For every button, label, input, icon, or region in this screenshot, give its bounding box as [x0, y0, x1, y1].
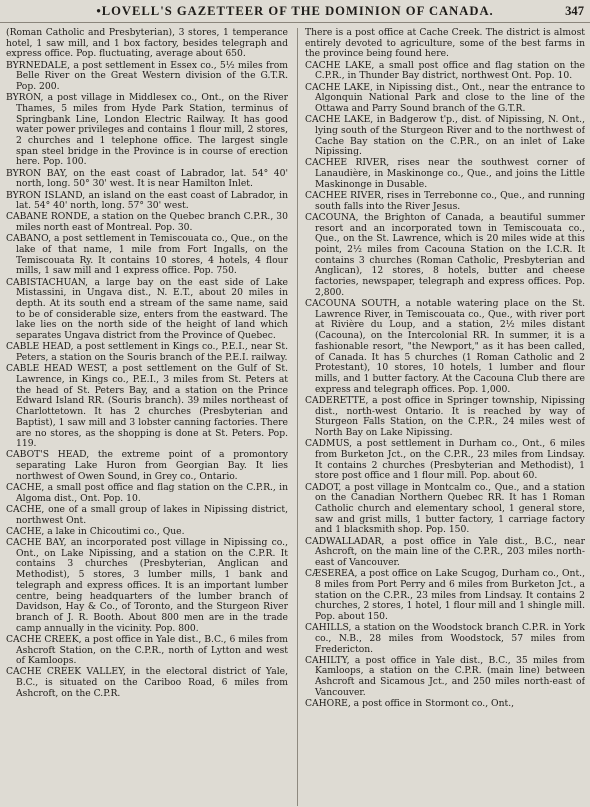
gazetteer-entry: CACHE CREEK VALLEY, in the electoral district of Yale, B.C., is situated on the Cariboo Road, 6 miles from Ashcroft, on the C.P.R.	[6, 666, 288, 699]
gazetteer-entry: CADWALLADAR, a post office in Yale dist., B.C., near Ashcroft, on the main line of the C.P.R., 203 miles north-east of Vancouver.	[305, 535, 585, 568]
gazetteer-entry: BYRNEDALE, a post settlement in Essex co., 5½ miles from Belle River on the Great Western division of the G.T.R. Pop. 200.	[6, 59, 288, 93]
gazetteer-entry: CACOUNA SOUTH, a notable watering place on the St. Lawrence River, in Temiscouata co., Que., with river port at Rivière du Loup, and a station, 2½ miles distant (Cacouna), on the Intercolonial RR. In summer, it is a fashionable resort, "the Newport," as it has been called, of Canada. It has 5 churches (1 Roman Catholic and 2 Protestant), 10 stores, 10 hotels, 1 lumber and flour mills, and 1 butter factory. At the Cacouna Club there are express and telegraph offices. Pop. 1,000.	[305, 298, 585, 395]
gazetteer-entry: CABANO, a post settlement in Temiscouata co., Que., on the lake of that name, 1 mile from Fort Ingalls, on the Temiscouata Ry. It contains 10 stores, 4 hotels, 4 flour mills, 1 saw mill and 1 express office. Pop. 750.	[6, 233, 288, 277]
gazetteer-entry: (Roman Catholic and Presbyterian), 3 stores, 1 temperance hotel, 1 saw mill, and 1 box factory, besides telegraph and express office. Pop. fluctuating, average about 650.	[6, 28, 288, 60]
gazetteer-entry: CACHE BAY, an incorporated post village in Nipissing co., Ont., on Lake Nipissing, and a station on the C.P.R. It contains 3 churches (Presbyterian, Anglican and Methodist), 5 stores, 3 lumber mills, 1 bank and telegraph and express offices. It is an important lumber centre, being headquarters of the lumber branch of Davidson, Hay & Co., of Toronto, and the Sturgeon River branch of J. R. Booth. About 800 men are in the trade camp annually in the vicinity. Pop. 800.	[6, 537, 288, 634]
gazetteer-entry: CACHEE RIVER, rises near the southwest corner of Lanaudière, in Maskinonge co., Que., and joins the Little Maskinonge in Dusable.	[305, 157, 585, 190]
gazetteer-entry: BYRON, a post village in Middlesex co., Ont., on the River Thames, 5 miles from Hyde Park Station, terminus of Springbank Line, London Electric Railway. It has good water power privileges and contains 1 flour mill, 2 stores, 2 churches and 1 telephone office. The largest single span steel bridge in the Province is in course of erection here. Pop. 100.	[6, 92, 288, 168]
gazetteer-entry: CABANE RONDE, a station on the Quebec branch C.P.R., 30 miles north east of Montreal. Pop. 30.	[6, 211, 288, 234]
gazetteer-entry: CAHILLS, a station on the Woodstock branch C.P.R. in York co., N.B., 28 miles from Woodstock, 57 miles from Fredericton.	[305, 622, 585, 655]
column-divider	[297, 28, 298, 806]
gazetteer-entry: CADMUS, a post settlement in Durham co., Ont., 6 miles from Burketon Jct., on the C.P.R., 23 miles from Lindsay. It contains 2 churches (Presbyterian and Methodist), 1 store post office and 1 flour mill. Pop. about 60.	[305, 438, 585, 482]
gazetteer-entry: CACHE, a small post office and flag station on the C.P.R., in Algoma dist., Ont. Pop. 10.	[6, 482, 288, 504]
gazetteer-entry: CACHE, a lake in Chicoutimi co., Que.	[6, 525, 185, 537]
gazetteer-entry: CACHE LAKE, a small post office and flag station on the C.P.R., in Thunder Bay district, northwest Ont. Pop. 10.	[305, 59, 585, 82]
gazetteer-entry: CABISTACHUAN, a large bay on the east side of Lake Mistassini, in Ungava dist., N. E.T., about 20 miles in depth. At its south end a stream of the same name, said to be of considerable size, enters from the eastward. The lake lies on the north side of the height of land which separates Ungava district from the Province of Quebec.	[6, 276, 288, 342]
gazetteer-entry: CÆSEREA, a post office on Lake Scugog, Durham co., Ont., 8 miles from Port Perry and 6 miles from Burketon Jct., a station on the C.P.R., 23 miles from Lindsay. It contains 2 churches, 2 stores, 1 hotel, 1 flour mill and 1 shingle mill. Pop. about 150.	[305, 568, 585, 622]
gazetteer-entry: CACHE CREEK, a post office in Yale dist., B.C., 6 miles from Ashcroft Station, on the C.P.R., north of Lytton and west of Kamloops.	[6, 633, 288, 667]
page-title: •LOVELL'S GAZETTEER OF THE DOMINION OF CANADA.	[96, 3, 494, 18]
page-header	[0, 0, 590, 23]
gazetteer-entry: CACOUNA, the Brighton of Canada, a beautiful summer resort and an incorporated town in Temiscouata co., Que., on the St. Lawrence, which is 20 miles wide at this point, 2½ miles from Cacouna Station on the I.C.R. It contains 3 churches (Roman Catholic, Presbyterian and Anglican), 12 stores, 8 hotels, butter and cheese factories, newspaper, telegraph and express offices. Pop. 2,800.	[305, 211, 585, 298]
right-column	[305, 28, 585, 807]
gazetteer-entry: CACHE LAKE, in Badgerow t'p., dist. of Nipissing, N. Ont., lying south of the Sturgeon River and to the northwest of Cache Bay station on the C.P.R., on an inlet of Lake Nipissing.	[305, 114, 585, 158]
gazetteer-entry: CABOT'S HEAD, the extreme point of a promontory separating Lake Huron from Georgian Bay. It lies northwest of Owen Sound, in Grey co., Ontario.	[6, 449, 288, 482]
gazetteer-entry: CACHEE RIVER, rises in Terrebonne co., Que., and running south falls into the River Jesus.	[305, 190, 585, 212]
page-number: 347	[565, 4, 584, 18]
gazetteer-entry: CAHILTY, a post office in Yale dist., B.C., 35 miles from Kamloops, a station on the C.P.R. (main line) between Ashcroft and Sicamous Jct., and 250 miles north-east of Vancouver.	[305, 654, 585, 698]
gazetteer-entry: CADERETTE, a post office in Springer township, Nipissing dist., north-west Ontario. It is reached by way of Sturgeon Falls Station, on the C.P.R., 24 miles west of North Bay on Lake Nipissing.	[305, 394, 585, 439]
gazetteer-entry: CACHE LAKE, in Nipissing dist., Ont., near the entrance to Algonquin National Park and close to the line of the Ottawa and Parry Sound branch of the G.T.R.	[305, 81, 585, 114]
gazetteer-entry: BYRON BAY, on the east coast of Labrador, lat. 54° 40' north, long. 50° 30' west. It is near Hamilton Inlet.	[6, 167, 288, 190]
gazetteer-entry: CADOT, a post village in Montcalm co., Que., and a station on the Canadian Northern Quebec RR. It has 1 Roman Catholic church and elementary school, 1 general store, saw and grist mills, 1 butter factory, 1 carriage factory and 1 blacksmith shop. Pop. 150.	[305, 481, 585, 536]
gazetteer-entry: BYRON ISLAND, an island on the east coast of Labrador, in lat. 54° 40' north, long. 57° 30' west.	[6, 189, 288, 212]
gazetteer-entry: CABLE HEAD, a post settlement in Kings co., P.E.I., near St. Peters, a station on the Souris branch of the P.E.I. railway.	[6, 341, 288, 364]
gazetteer-entry: CAHORE, a post office in Stormont co., Ont.,	[305, 698, 515, 710]
gazetteer-entry: There is a post office at Cache Creek. The district is almost entirely devoted to agriculture, some of the best farms in the province being found here.	[305, 28, 585, 60]
gazetteer-entry: CABLE HEAD WEST, a post settlement on the Gulf of St. Lawrence, in Kings co., P.E.I., 3 miles from St. Peters at the head of St. Peters Bay, and a station on the Prince Edward Island RR. (Souris branch). 39 miles northeast of Charlottetown. It has 2 churches (Presbyterian and Baptist), 1 saw mill and 3 lobster canning factories. There are no stores, as the shopping is done at St. Peters. Pop. 119.	[6, 363, 288, 450]
gazetteer-entry: CACHE, one of a small group of lakes in Nipissing district, northwest Ont.	[6, 503, 288, 526]
left-column	[6, 28, 288, 807]
